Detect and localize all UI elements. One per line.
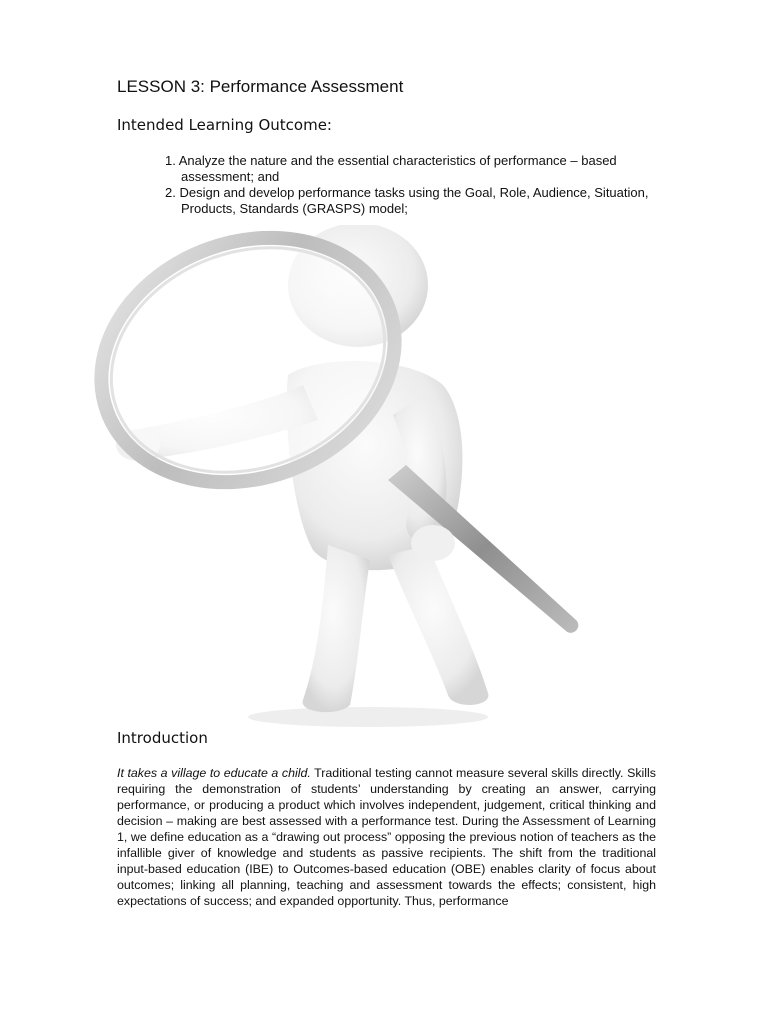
introduction-paragraph: [117, 765, 656, 909]
learning-outcome-heading: Intended Learning Outcome:: [117, 116, 332, 134]
figure-right-leg: [388, 545, 488, 705]
learning-outcome-item: 1. Analyze the nature and the essential characteristics of performance – based assessment; and: [165, 153, 617, 184]
introduction-heading: Introduction: [117, 729, 208, 747]
ground-shadow: [248, 707, 488, 727]
learning-outcome-list: [150, 153, 650, 217]
figure-right-hand: [411, 525, 455, 561]
introduction-lead-quote: It takes a village to educate a child.: [117, 766, 311, 780]
introduction-body-text: Traditional testing cannot measure several skills directly. Skills requiring the demonstration of students’ understanding by creating an answer, carrying performance, or producing a product which involves independent, judgement, critical thinking and decision – making are best assessed with a performance test. During the Assessment of Learning 1, we define education as a “drawing out process” opposing the previous notion of teachers as the infallible giver of knowledge and students as passive recipients. The shift from the traditional input-based education (IBE) to Outcomes-based education (OBE) enables clarity of focus about outcomes; linking all planning, teaching and assessment towards the effects; consistent, high expectations of success; and expanded opportunity. Thus, performance: [117, 766, 656, 908]
figure-left-leg: [303, 545, 370, 712]
magnifying-glass-figure-icon: [88, 225, 588, 730]
learning-outcome-item: 2. Design and develop performance tasks using the Goal, Role, Audience, Situation, Products, Standards (GRASPS) model;: [165, 185, 649, 216]
lesson-title: LESSON 3: Performance Assessment: [117, 77, 404, 96]
